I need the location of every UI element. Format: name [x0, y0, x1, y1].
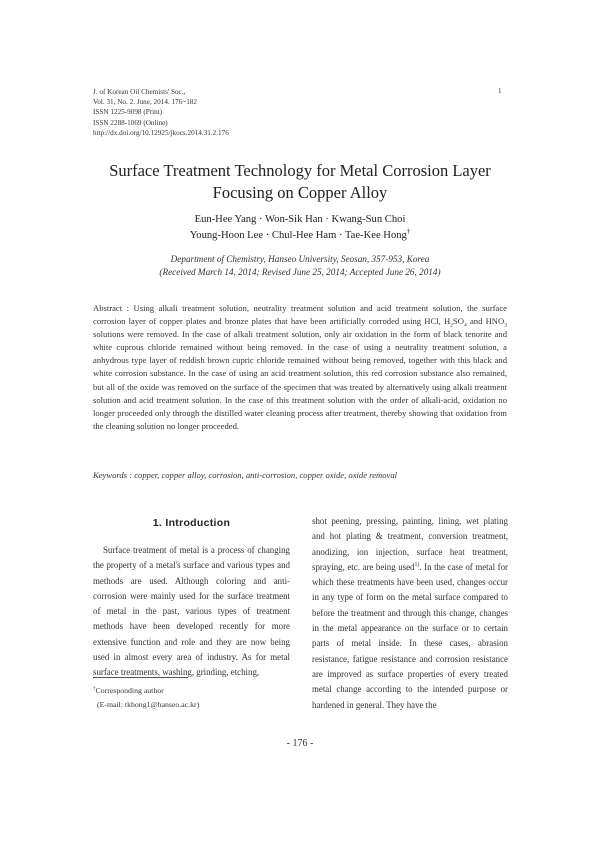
received-dates: (Received March 14, 2014; Revised June 25, 2014; Accepted June 26, 2014)	[159, 267, 441, 277]
left-column	[93, 514, 290, 681]
footnote-dagger: †	[93, 685, 96, 692]
abstract-text-2: SO	[452, 316, 464, 327]
keywords	[93, 470, 507, 480]
intro-right-text-a: shot peening, pressing, painting, lining, wet plating and hot plating & treatment, conversion treatment, anodizing, ion injection, surface heat treatment, spraying, etc. are being used	[312, 516, 508, 572]
journal-name: J. of Korean Oil Chemists' Soc.,	[93, 88, 186, 96]
right-column	[312, 514, 508, 713]
affiliation	[60, 253, 540, 279]
authors-line-2-text: Young-Hoon Lee · Chul-Hee Ham · Tae-Kee Hong	[189, 230, 407, 241]
footnote-email: (E-mail: tkhong1@hanseo.ac.kr)	[97, 700, 200, 709]
abstract-text-4: solutions were removed. In the case of alkali treatment solution, only air oxidation in the form of black tenorite and white cuprous chloride remained without being removed. In the case of using a neutrality treatment solution, a anhydrous type layer of reddish brown cupric chloride remained without being removed, together with this black and white corrosion substance. In the case of using an acid treatment solution, this red corrosion substance also remained, but all of the oxide was removed on the surface of the specimen that was treated by alternatively using alkali treatment solution and acid treatment solution. In the case of this treatment solution with the order of alkali-acid, oxidation no longer proceeded only through the distilled water cleaning process after treatment, thereby showing that oxidation from the cleaning solution no longer proceeded.	[93, 329, 507, 431]
doi-link[interactable]: http://dx.doi.org/10.12925/jkocs.2014.31.2.176	[93, 128, 229, 137]
corresponding-author-label: Corresponding author	[95, 686, 164, 695]
reference-1[interactable]: 1)	[414, 561, 420, 568]
footnote	[93, 684, 199, 712]
page-number: - 176 -	[286, 738, 314, 749]
subscript-3: 3	[504, 322, 507, 329]
paper-title	[60, 160, 540, 204]
subscript-2: 2	[450, 322, 453, 329]
issn-print: ISSN 1225-9098 (Print)	[93, 108, 163, 117]
journal-volume: Vol. 31, No. 2. June, 2014. 176~182	[93, 98, 197, 107]
corresponding-dagger: †	[406, 228, 411, 236]
author-list	[60, 212, 540, 244]
footnote-divider	[93, 677, 188, 678]
intro-paragraph-right	[312, 514, 508, 713]
title-line-2: Focusing on Copper Alloy	[212, 183, 388, 202]
title-line-1: Surface Treatment Technology for Metal Corrosion Layer	[109, 161, 491, 180]
corner-page-number: 1	[498, 87, 502, 95]
footnote-line-1	[93, 684, 199, 698]
intro-right-text-b: . In the case of metal for which these treatments have been used, changes occur in any type of form on the metal surface compared to before the treatment and through this change, changes in the metal appearance on the surface or to certain parts of metal inside. In these cases, abrasion resistance, fatigue resistance and corrosion resistance are improved as surface properties of every treated metal change according to the intended purpose or hardened in general. They have the	[312, 561, 508, 710]
abstract-label: Abstract	[93, 303, 123, 313]
abstract-separator: :	[122, 303, 134, 313]
authors-line-2	[60, 228, 540, 244]
department: Department of Chemistry, Hanseo University, Seosan, 357-953, Korea	[170, 254, 430, 264]
subscript-4: 4	[463, 322, 467, 329]
intro-paragraph-left: Surface treatment of metal is a process of changing the property of a metal's surface and various types and methods are used. Although coloring and anti-corrosion were mainly used for the surface treatment of metal in the past, various types of treatment methods have been developed recently for more extensive function and role and they are now being used in almost every area of industry. As for metal surface treatments, washing, grinding, etching,	[93, 545, 290, 678]
keywords-label: Keywords	[93, 470, 128, 480]
journal-header	[93, 87, 229, 138]
abstract	[93, 302, 507, 433]
keywords-separator: :	[127, 470, 135, 480]
abstract-text-3: and HNO	[466, 316, 505, 327]
issn-online: ISSN 2288-1069 (Online)	[93, 118, 168, 127]
keywords-text: copper, copper alloy, corrosion, anti-corrosion, copper oxide, oxide removal	[134, 470, 398, 480]
abstract-text-1: Using alkali treatment solution, neutrality treatment solution and acid treatment solution, the surface corrosion layer of copper plates and bronze plates that have been artificially corroded using HCl, H	[93, 303, 508, 327]
section-heading-introduction: 1. Introduction	[152, 517, 231, 529]
authors-line-1: Eun-Hee Yang · Won-Sik Han · Kwang-Sun Choi	[194, 214, 406, 225]
